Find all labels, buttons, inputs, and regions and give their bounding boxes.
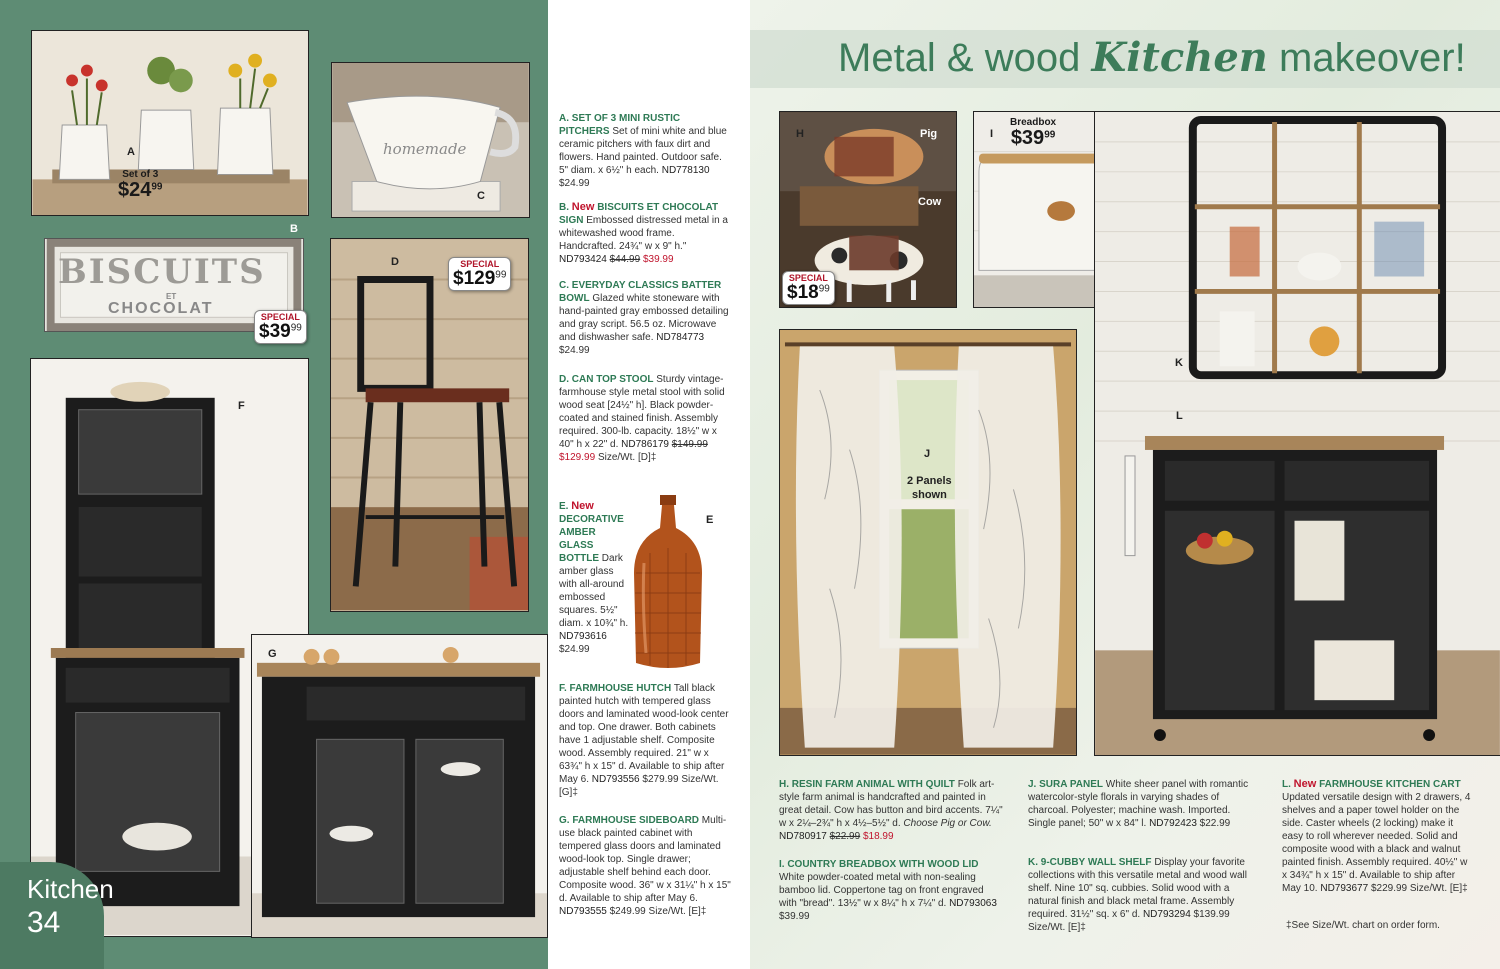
item-l-price: $229.99 [1370,883,1408,894]
photo-i-letter: I [990,128,994,140]
item-h-body: Folk art-style farm animal is handcrafted and painted in great detail. Cow has button and bird accents. 7¼" w x 2¼–2¾" h x 4½–5½" d. [779,779,1003,829]
photo-i-price: $39 [1010,127,1045,149]
photo-h-price: $18 [787,282,819,303]
item-l-description [1282,778,1472,895]
item-i-price: $39.99 [779,911,810,922]
item-d-body: Sturdy vintage-farmhouse style metal stool with solid wood seat [24½" h]. Black powder-coated and stained finish. Assembly required. 300-lb. capacity. 18½" w x 40" h x 22" d. [559,374,725,450]
photo-d-price: $129 [453,268,496,289]
photo-a-letter: A [127,146,135,158]
item-f-body: Tall black painted hutch with tempered glass doors and laminated wood-look center and top. One drawer. Both cabinets have 1 adjustable shelf. Composite wood. Assembly required. 21" w x 63¾" h x 15" d. Available to ship after May 6. [559,683,729,785]
photo-j-letter: J [924,448,931,460]
photo-a-set-label: Set of 3 [122,169,159,180]
item-h-sku: ND780917 [779,831,827,842]
item-h-was-price: $22.99 [829,831,861,842]
photo-g-letter: G [268,648,277,660]
item-b-new-badge: New [571,201,595,213]
item-f-description [559,682,731,799]
item-b-heading: BISCUITS ET CHOCOLAT SIGN [559,202,719,226]
item-f-price: $279.99 [642,774,679,785]
photo-b-special-label: SPECIAL [260,312,300,322]
item-i-description [779,858,1004,923]
item-i-heading: I. COUNTRY BREADBOX WITH WOOD LID [779,859,979,870]
item-d-sale-price: $129.99 [559,452,596,463]
item-f-sku: ND793556 [591,774,640,785]
item-d-heading: D. CAN TOP STOOL [559,374,654,385]
item-k-sku: ND793294 [1142,909,1191,920]
page-number: 34 [27,906,61,939]
photo-b-cents: 99 [290,322,302,334]
item-g-size: Size/Wt. [E]‡ [648,906,707,917]
photo-j-note-line-2: shown [912,489,947,501]
photo-d-special-badge [448,257,511,291]
item-h-description [779,778,1004,843]
item-c-body: Glazed white stoneware with hand-painted gray embossed detailing and gray script. 56.5 oz. Microwave and dishwasher safe. [559,293,729,343]
photo-h-special-label: SPECIAL [788,273,828,283]
item-j-heading: J. SURA PANEL [1028,779,1104,790]
item-b-was-price: $44.99 [609,254,641,265]
item-b-prefix: B. [559,202,569,213]
item-a-price: $24.99 [559,178,590,189]
photo-k-letter: K [1175,357,1183,369]
amber-bottle-illustration [630,493,706,671]
item-c-heading: C. EVERYDAY CLASSICS BATTER BOWL [559,280,722,304]
photo-a-cents: 99 [151,181,163,193]
item-e-heading: DECORATIVE AMBER GLASS BOTTLE [559,514,624,564]
item-d-was-price: $149.99 [671,439,708,450]
sign-line-1: BISCUITS [58,252,266,292]
photo-a-price: $24 [118,179,152,201]
item-k-size: Size/Wt. [E]‡ [1028,922,1086,933]
item-j-body: White sheer panel with romantic watercolor-style florals in varying shades of charcoal. Polyester; machine wash. Imported. Single panel; 50" w x 84" l. [1028,779,1249,829]
photo-h-special-badge [782,271,835,305]
item-c-price: $24.99 [559,345,590,356]
title-part-1: Metal & wood [838,36,1081,80]
size-chart-footnote: ‡See Size/Wt. chart on order form. [1286,920,1440,931]
item-a-heading: A. SET OF 3 MINI RUSTIC PITCHERS [559,113,681,137]
page-section-label: Kitchen [27,874,114,904]
sign-line-2: ET [166,292,177,301]
item-d-size: Size/Wt. [D]‡ [597,452,657,463]
item-e-sku: ND793616 [559,631,607,642]
item-b-sale-price: $39.99 [642,254,674,265]
item-k-price: $139.99 [1193,909,1230,920]
item-j-sku: ND792423 [1149,818,1197,829]
item-l-size: Size/Wt. [E]‡ [1409,883,1468,894]
item-l-heading: FARMHOUSE KITCHEN CART [1319,779,1461,790]
photo-d-cents: 99 [495,269,507,281]
item-e-prefix: E. [559,501,569,512]
sideboard-illustration [252,635,547,937]
item-d-description [559,373,731,464]
photo-c-bowl-text: homemade [383,140,467,158]
photo-g-sideboard[interactable] [251,634,548,938]
item-l-prefix: L. [1282,779,1291,790]
photo-c-letter: C [477,190,485,202]
photo-i-cents: 99 [1044,129,1056,141]
item-j-description [1028,778,1260,830]
item-k-description [1028,856,1260,934]
item-h-heading: H. RESIN FARM ANIMAL WITH QUILT [779,779,955,790]
item-b-description [559,201,731,266]
curtains-illustration [780,330,1076,755]
item-e-price: $24.99 [559,644,590,655]
item-l-sku: ND793677 [1320,883,1369,894]
title-part-2: makeover! [1279,36,1466,80]
pitchers-illustration [32,31,308,215]
item-k-body: Display your favorite collections with this versatile metal and wood wall shelf. Nine 10" sq. cubbies. Solid wood with a natural finish and black metal frame. Assembly required. 31½" sq. x 6" d. [1028,857,1247,920]
sign-line-3: CHOCOLAT [108,300,214,317]
photo-d-letter: D [391,256,399,268]
photo-b-letter: B [290,223,298,235]
item-c-sku: ND784773 [656,332,705,343]
item-a-description [559,112,731,190]
item-a-sku: ND778130 [661,165,710,176]
photo-b-price: $39 [259,321,291,342]
item-e-body: Dark amber glass with all-around embossed squares. 5½" diam. x 10¾" h. [559,553,629,629]
item-k-heading: K. 9-CUBBY WALL SHELF [1028,857,1152,868]
shelf-cart-illustration [1095,112,1500,755]
photo-e-amber-bottle[interactable] [630,493,706,671]
item-g-heading: G. FARMHOUSE SIDEBOARD [559,815,700,826]
item-l-new-badge: New [1293,778,1317,790]
photo-i-label: Breadbox [1010,117,1057,128]
photo-e-letter: E [706,514,714,526]
item-l-body: Updated versatile design with 2 drawers, 4 shelves and a paper towel holder on the side. Caster wheels (2 locking) make it easy to roll wherever needed. Solid and composite wood with a black and walnut painted finish. Assembly required. 40½" w x 34¾" h x 15" d. Available to ship after May 10. [1282,792,1471,894]
photo-j-note-line-1: 2 Panels [907,475,952,487]
item-a-body: Set of mini white and blue ceramic pitchers with faux dirt and flowers. Hand painted. Outdoor safe. 5" diam. x 6½" h each. [559,126,727,176]
item-h-sale-price: $18.99 [862,831,894,842]
item-f-size: Size/Wt. [G]‡ [559,774,719,798]
item-i-body: White powder-coated metal with non-sealing bamboo lid. Coppertone tag on front engraved with "bread". 13½" w x 8¼" h x 7¼" d. [779,872,984,909]
title-script-word: Kitchen [1091,34,1268,81]
item-g-body: Multi-use black painted cabinet with tempered glass doors and laminated wood-look top. Single drawer; adjustable shelf behind each door. Composite wood. 36" w x 31¼" h x 15" d. Available to ship after May 6. [559,815,731,904]
photo-a-price-tag [118,170,163,200]
photo-h-pig-label: Pig [920,128,938,140]
photo-j-curtains[interactable] [779,329,1077,756]
photo-f-letter: F [238,400,245,412]
item-f-heading: F. FARMHOUSE HUTCH [559,683,672,694]
photo-l-letter: L [1176,410,1183,422]
photo-d-special-label: SPECIAL [460,259,500,269]
item-c-description [559,279,731,357]
item-g-sku: ND793555 [559,906,607,917]
stool-illustration [331,239,528,611]
photo-d-stool[interactable] [330,238,529,612]
item-g-price: $249.99 [609,906,646,917]
photo-kl-shelf-and-cart[interactable] [1094,111,1500,756]
photo-i-price-tag [1010,118,1056,148]
photo-h-cow-label: Cow [918,196,942,208]
item-h-choose-note: Choose Pig or Cow. [903,818,992,829]
item-b-sku: ND793424 [559,254,607,265]
item-i-sku: ND793063 [949,898,997,909]
item-g-description [559,814,731,918]
item-d-sku: ND786179 [621,439,669,450]
item-e-new-badge: New [571,500,594,512]
page-title [838,34,1466,81]
photo-b-special-badge [254,310,307,344]
item-b-body: Embossed distressed metal in a whitewashed wood frame. Handcrafted. 24¾" w x 9" h." [559,215,728,252]
photo-a-pitchers[interactable] [31,30,309,216]
photo-h-letter: H [796,128,804,140]
photo-h-cents: 99 [818,283,830,295]
item-j-price: $22.99 [1199,818,1231,829]
item-e-description [559,500,631,656]
